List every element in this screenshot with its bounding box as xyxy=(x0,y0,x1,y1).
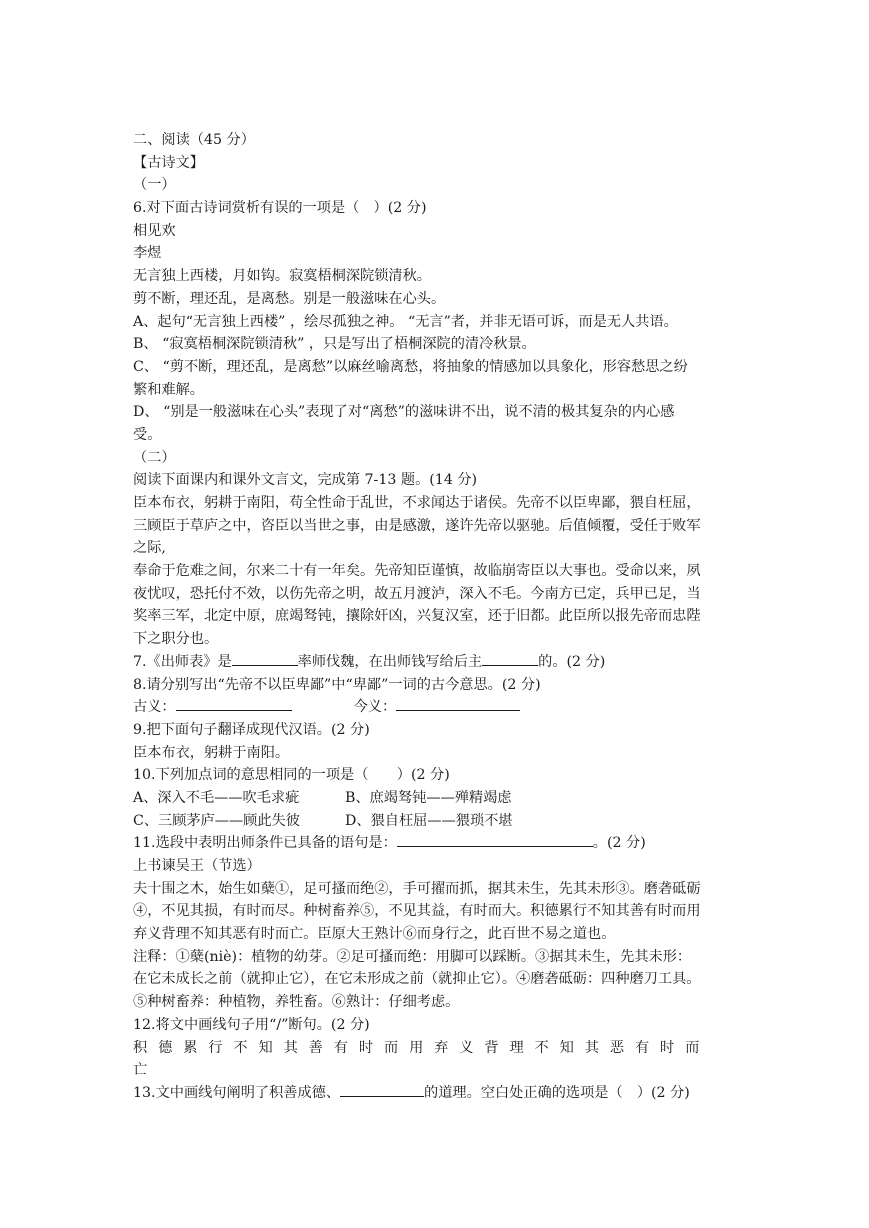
passage-line: 夜忧叹，恐托付不效，以伤先帝之明，故五月渡泸，深入不毛。今南方已定，兵甲已足，当 xyxy=(133,585,701,602)
q8-answer-row xyxy=(133,696,741,719)
q10-option-b: B、庶竭驽钝——殚精竭虑 xyxy=(345,789,512,806)
subsection-heading: 【古诗文】 xyxy=(133,154,204,171)
q12-sentence: 积 德 累 行 不 知 其 善 有 时 而 用 弃 义 背 理 不 知 其 恶 有 时 而 xyxy=(133,1039,703,1056)
passage-line: 下之职分也。 xyxy=(133,631,219,648)
annotation-line: 注释：①蘖(niè)：植物的幼芽。②足可搔而绝：用脚可以踩断。③据其未生，先其未形： xyxy=(133,948,692,965)
passage2-title: 上书谏吴王（节选） xyxy=(133,858,261,874)
section-heading: 二、阅读（45 分） xyxy=(133,132,255,148)
passage-line: 三顾臣于草庐之中，咨臣以当世之事，由是感激，遂许先帝以驱驰。后值倾覆，受任于败军 xyxy=(133,517,701,534)
part-two-instructions: 阅读下面课内和课外文言文，完成第 7-13 题。(14 分) xyxy=(133,472,478,489)
part-two-label: （二） xyxy=(133,449,176,466)
passage-line: 臣本布衣，躬耕于南阳，苟全性命于乱世，不求闻达于诸侯。先帝不以臣卑鄙，猥自枉屈， xyxy=(133,495,701,511)
q6-option-b: B、 “寂寞梧桐深院锁清秋” ，只是写出了梧桐深院的清冷秋景。 xyxy=(133,336,536,353)
question-8: 8.请分别写出“先帝不以臣卑鄙”中“卑鄙”一词的古今意思。(2 分) xyxy=(133,676,541,693)
passage2-line: ④，不见其损，有时而尽。种树畜养⑤，不见其益，有时而大。积德累行不知其善有时而用 xyxy=(133,903,701,920)
q10-options-row xyxy=(133,787,741,810)
q11-text-b: 。(2 分) xyxy=(592,835,646,852)
q8-gu-label: 古义： xyxy=(133,699,176,716)
q12-sentence-end: 亡 xyxy=(133,1062,148,1079)
question-9: 9.把下面句子翻译成现代汉语。(2 分) xyxy=(133,721,370,738)
q6-option-a: A、起句“无言独上西楼” ，绘尽孤独之神。 “无言”者，并非无语可诉，而是无人共语。 xyxy=(133,313,678,330)
poem-author: 李煜 xyxy=(133,245,162,262)
q6-option-d: D、 “别是一般滋味在心头”表现了对“离愁”的滋味讲不出，说不清的极其复杂的内心感 xyxy=(133,404,675,421)
question-13 xyxy=(133,1082,741,1105)
passage-line: 奖率三军，北定中原，庶竭驽钝，攘除奸凶，兴复汉室，还于旧都。此臣所以报先帝而忠陛 xyxy=(133,608,701,625)
q8-jin-blank[interactable] xyxy=(396,696,520,711)
question-6: 6.对下面古诗词赏析有误的一项是（ ）(2 分) xyxy=(133,200,427,217)
q10-option-c: C、三顾茅庐——顾此失彼 xyxy=(133,812,300,829)
passage-line: 奉命于危难之间，尔来二十有一年矣。先帝知臣谨慎，故临崩寄臣以大事也。受命以来，夙 xyxy=(133,563,701,580)
q13-text-a: 13.文中画线句阐明了积善成德、 xyxy=(133,1084,341,1101)
poem-line-1: 无言独上西楼，月如钩。寂寞梧桐深院锁清秋。 xyxy=(133,268,431,285)
passage2-line: 夫十围之木，始生如蘖①，足可搔而绝②，手可擢而抓，据其未生，先其未形③。磨砻砥砺 xyxy=(133,880,701,897)
question-10: 10.下列加点词的意思相同的一项是（ ）(2 分) xyxy=(133,767,450,784)
part-one-label: （一） xyxy=(133,177,176,194)
question-7 xyxy=(133,651,741,674)
annotation-line: 在它未成长之前（就抑止它），在它未形成之前（就抑止它）。④磨砻砥砺：四种磨刀工具。 xyxy=(133,971,701,988)
poem-line-2: 剪不断，理还乱，是离愁。别是一般滋味在心头。 xyxy=(133,290,446,307)
q7-blank-2[interactable] xyxy=(482,651,538,666)
passage-line: 之际, xyxy=(133,540,166,557)
reading-section xyxy=(133,129,741,1105)
q13-text-b: 的道理。空白处正确的选项是（ ）(2 分) xyxy=(424,1084,690,1101)
q11-text-a: 11.选段中表明出师条件已具备的语句是： xyxy=(133,835,397,852)
annotation-line: ⑤种树畜养：种植物，养牲畜。⑥熟计：仔细考虑。 xyxy=(133,994,460,1011)
q7-text-c: 的。(2 分) xyxy=(538,653,606,670)
q10-option-d: D、猥自枉屈——猥琐不堪 xyxy=(345,812,513,829)
q13-blank[interactable] xyxy=(340,1082,424,1097)
q8-gu-blank[interactable] xyxy=(176,696,292,711)
q6-option-c: C、 “剪不断，理还乱，是离愁”以麻丝喻离愁，将抽象的情感加以具象化，形容愁思之纷 xyxy=(133,358,688,375)
q6-option-c-cont: 繁和难解。 xyxy=(133,381,204,398)
q7-text-a: 7.《出师表》是 xyxy=(133,653,232,670)
q8-jin-label: 今义： xyxy=(353,699,397,716)
question-12: 12.将文中画线句子用“/”断句。(2 分) xyxy=(133,1016,370,1033)
question-11 xyxy=(133,832,741,855)
q10-options-row xyxy=(133,810,741,833)
q6-option-d-cont: 受。 xyxy=(133,426,162,443)
poem-title: 相见欢 xyxy=(133,222,176,239)
q11-blank[interactable] xyxy=(397,832,593,847)
q9-sentence: 臣本布衣，躬耕于南阳。 xyxy=(133,744,290,761)
q10-option-a: A、深入不毛——吹毛求疵 xyxy=(133,789,300,806)
q7-text-b: 率师伐魏，在出师钱写给后主 xyxy=(297,653,483,670)
passage2-line: 弃义背理不知其恶有时而亡。臣原大王熟计⑥而身行之，此百世不易之道也。 xyxy=(133,926,616,943)
q7-blank-1[interactable] xyxy=(232,651,298,666)
